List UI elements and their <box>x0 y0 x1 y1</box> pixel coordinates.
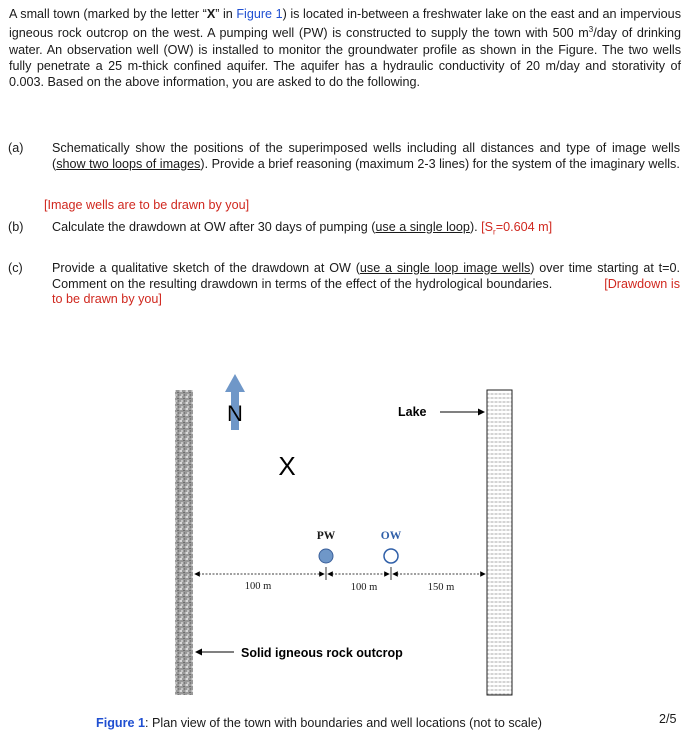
figure-caption: Figure 1: Plan view of the town with boundaries and well locations (not to scale) <box>96 716 542 730</box>
lake-label: Lake <box>398 405 427 419</box>
town-letter: X <box>206 7 216 21</box>
figure-reference-link[interactable]: Figure 1 <box>236 7 283 21</box>
observation-well-icon <box>384 549 398 563</box>
question-b-note: [$S_r=0.604$ m] <box>481 220 553 237</box>
rock-outcrop-boundary <box>175 390 193 695</box>
rock-outcrop-label: Solid igneous rock outcrop <box>241 646 403 660</box>
distance-label-rock-pw: 100 m <box>244 581 272 592</box>
question-b: (b) Calculate the drawdown at OW after 30 days of pumping (use a single loop). [$S_r=0.604$ m] <box>8 220 553 237</box>
question-a-label: (a) <box>8 141 24 155</box>
distance-label-ow-lake: 150 m <box>427 582 455 593</box>
question-a-note: [Image wells are to be drawn by you] <box>44 198 250 212</box>
question-a: (a) Schematically show the positions of the superimposed wells including all distances and type of image wells (show two loops of images). Provide a brief reasoning (maximum 2-3 lines) for the system of the imaginary wells. <box>8 141 680 171</box>
page-number: 2/5 <box>659 712 677 726</box>
dimension-lines <box>195 567 485 580</box>
question-c-underlined: use a single loop image wells <box>359 261 531 275</box>
distance-label-pw-ow: 100 m <box>350 582 378 593</box>
pumping-well-icon <box>319 549 333 563</box>
question-c-label: (c) <box>8 261 23 275</box>
pw-label: PW <box>316 530 336 542</box>
ow-label: OW <box>380 530 402 542</box>
intro-paragraph: A small town (marked by the letter “X” in Figure 1) is located in-between a freshwater lake on the east and an impervious igneous rock outcrop on the west. A pumping well (PW) is constructed to supply the town with 500 $m^3$/day of drinking water. An observation well (OW) is installed to monitor the groundwater profile as shown in the Figure. The two wells fully penetrate a 25 m-thick confined aquifer. The aquifer has a hydraulic conductivity of 20 m/day and storativity of 0.003. Based on the above information, you are asked to do the following. <box>9 7 681 89</box>
question-b-underlined: use a single loop <box>375 220 470 234</box>
question-b-label: (b) <box>8 220 24 234</box>
lake-boundary <box>487 390 512 695</box>
north-label: N <box>227 401 243 426</box>
question-a-underlined: show two loops of images <box>56 156 201 171</box>
question-c-note: [Drawdown is to be drawn by you] <box>52 276 680 307</box>
question-c: (c) Provide a qualitative sketch of the drawdown at OW (use a single loop image wells) over time starting at t=0. Comment on the resulting drawdown in terms of the effect of the hydrological boundaries. [Drawdown is to be drawn by you] <box>8 261 680 307</box>
figure-caption-label: Figure 1 <box>96 716 145 730</box>
town-marker: X <box>278 451 296 481</box>
